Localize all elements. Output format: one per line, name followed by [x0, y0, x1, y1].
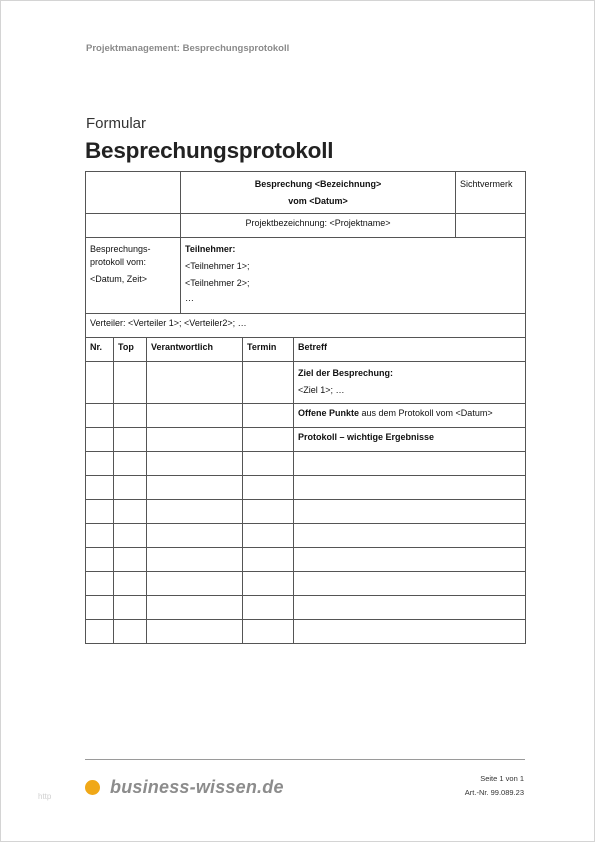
cell-verantwortlich	[147, 428, 243, 452]
cell-verantwortlich	[147, 596, 243, 620]
cell-termin	[243, 404, 294, 428]
column-header-nr: Nr.	[86, 338, 114, 362]
cell-termin	[243, 362, 294, 404]
cell-top	[114, 500, 147, 524]
protocol-date-value: <Datum, Zeit>	[90, 274, 148, 284]
table-row	[86, 452, 526, 476]
cell-betreff	[294, 572, 526, 596]
table-row	[86, 476, 526, 500]
protocol-date-label-1: Besprechungs-	[90, 244, 151, 254]
page-info	[465, 772, 524, 800]
cell-betreff	[294, 524, 526, 548]
cell-verantwortlich	[147, 524, 243, 548]
cell-nr	[86, 404, 114, 428]
protocol-date-label-2: protokoll vom:	[90, 257, 147, 267]
cell-verantwortlich	[147, 476, 243, 500]
cell-verantwortlich	[147, 620, 243, 644]
page-number: Seite 1 von 1	[480, 774, 524, 783]
cell-betreff	[294, 452, 526, 476]
cell-top	[114, 428, 147, 452]
participants-label: Teilnehmer:	[185, 244, 236, 254]
cell-nr	[86, 428, 114, 452]
cell-termin	[243, 428, 294, 452]
column-header-top: Top	[114, 338, 147, 362]
table-row	[86, 620, 526, 644]
cell-top	[114, 452, 147, 476]
cell-betreff	[294, 476, 526, 500]
distribution-list: Verteiler: <Verteiler 1>; <Verteiler2>; …	[86, 314, 526, 338]
results-row	[86, 428, 526, 452]
column-header-verantwortlich: Verantwortlich	[147, 338, 243, 362]
cell-top	[114, 620, 147, 644]
open-items-cell	[294, 404, 526, 428]
brand-logo: business-wissen.de	[110, 777, 284, 797]
meeting-cell	[181, 172, 456, 214]
table-row	[86, 572, 526, 596]
cell-nr	[86, 572, 114, 596]
participant-1: <Teilnehmer 1>;	[185, 261, 250, 271]
protocol-date-cell	[86, 238, 181, 314]
cell-termin	[243, 500, 294, 524]
open-items-text: aus dem Protokoll vom <Datum>	[359, 408, 493, 418]
table-row	[86, 500, 526, 524]
cell-termin	[243, 548, 294, 572]
cell-betreff	[294, 500, 526, 524]
goal-row	[86, 362, 526, 404]
cell-nr	[86, 548, 114, 572]
table-row	[86, 548, 526, 572]
cell-top	[114, 404, 147, 428]
running-header: Projektmanagement: Besprechungsprotokoll	[86, 43, 290, 54]
participants-cell	[181, 238, 526, 314]
project-name: Projektbezeichnung: <Projektname>	[181, 214, 456, 238]
empty-cell	[86, 214, 181, 238]
goal-value: <Ziel 1>; …	[298, 385, 345, 395]
participant-2: <Teilnehmer 2>;	[185, 278, 250, 288]
cell-top	[114, 362, 147, 404]
cell-termin	[243, 620, 294, 644]
column-header-betreff: Betreff	[294, 338, 526, 362]
meeting-date: vom <Datum>	[288, 196, 348, 206]
cell-nr	[86, 476, 114, 500]
document-kind: Formular	[86, 115, 147, 132]
cell-termin	[243, 452, 294, 476]
cell-verantwortlich	[147, 548, 243, 572]
cell-nr	[86, 620, 114, 644]
cell-termin	[243, 596, 294, 620]
meeting-row	[86, 172, 526, 214]
cell-nr	[86, 362, 114, 404]
cell-nr	[86, 500, 114, 524]
cell-termin	[243, 572, 294, 596]
cell-nr	[86, 596, 114, 620]
sichtvermerk-cell	[456, 172, 526, 214]
cell-top	[114, 596, 147, 620]
cell-nr	[86, 524, 114, 548]
cell-top	[114, 524, 147, 548]
cell-top	[114, 572, 147, 596]
table-row	[86, 524, 526, 548]
goal-cell	[294, 362, 526, 404]
results-label: Protokoll – wichtige Ergebnisse	[294, 428, 526, 452]
table-row	[86, 596, 526, 620]
cell-top	[114, 548, 147, 572]
document-title: Besprechungsprotokoll	[85, 138, 334, 163]
article-number: Art.-Nr. 99.089.23	[464, 788, 524, 797]
empty-cell	[456, 214, 526, 238]
watermark: http	[38, 792, 52, 801]
cell-verantwortlich	[147, 452, 243, 476]
cell-verantwortlich	[147, 362, 243, 404]
column-header-row	[86, 338, 526, 362]
protocol-form-table	[85, 171, 526, 644]
cell-verantwortlich	[147, 500, 243, 524]
meeting-name: Besprechung <Bezeichnung>	[254, 179, 382, 189]
open-items-row	[86, 404, 526, 428]
cell-betreff	[294, 596, 526, 620]
sichtvermerk-label: Sichtvermerk	[460, 179, 513, 189]
participant-more: …	[185, 293, 194, 303]
distribution-row	[86, 314, 526, 338]
cell-termin	[243, 524, 294, 548]
cell-betreff	[294, 548, 526, 572]
cell-verantwortlich	[147, 572, 243, 596]
footer-divider	[85, 759, 525, 760]
column-header-termin: Termin	[243, 338, 294, 362]
empty-cell	[86, 172, 181, 214]
logo-dot-icon	[85, 780, 100, 795]
participants-row	[86, 238, 526, 314]
cell-termin	[243, 476, 294, 500]
cell-verantwortlich	[147, 404, 243, 428]
cell-nr	[86, 452, 114, 476]
cell-top	[114, 476, 147, 500]
open-items-label: Offene Punkte	[298, 408, 360, 418]
project-row	[86, 214, 526, 238]
goal-label: Ziel der Besprechung:	[298, 368, 394, 378]
cell-betreff	[294, 620, 526, 644]
